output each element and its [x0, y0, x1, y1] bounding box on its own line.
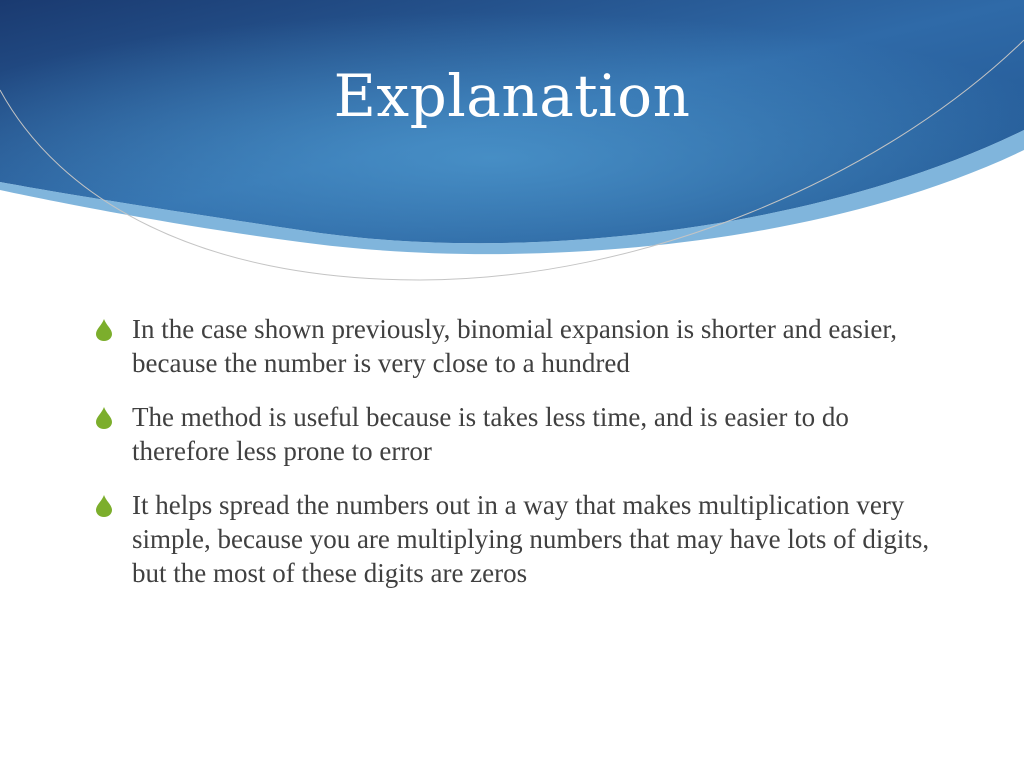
droplet-icon: [96, 495, 112, 517]
droplet-icon: [96, 319, 112, 341]
bullet-text: In the case shown previously, binomial expansion is shorter and easier, because the number is very close to a hundred: [132, 314, 897, 378]
bullet-item: [90, 488, 950, 590]
slide-title: Explanation: [333, 62, 691, 130]
bullet-list: [90, 312, 950, 610]
bullet-text: It helps spread the numbers out in a way that makes multiplication very simple, because you are multiplying numbers that may have lots of digits, but the most of these digits are zeros: [132, 490, 930, 588]
droplet-icon: [96, 407, 112, 429]
bullet-item: [90, 400, 950, 468]
bullet-text: The method is useful because is takes less time, and is easier to do therefore less prone to error: [132, 402, 849, 466]
header-banner: [0, 0, 1024, 300]
bullet-item: [90, 312, 950, 380]
